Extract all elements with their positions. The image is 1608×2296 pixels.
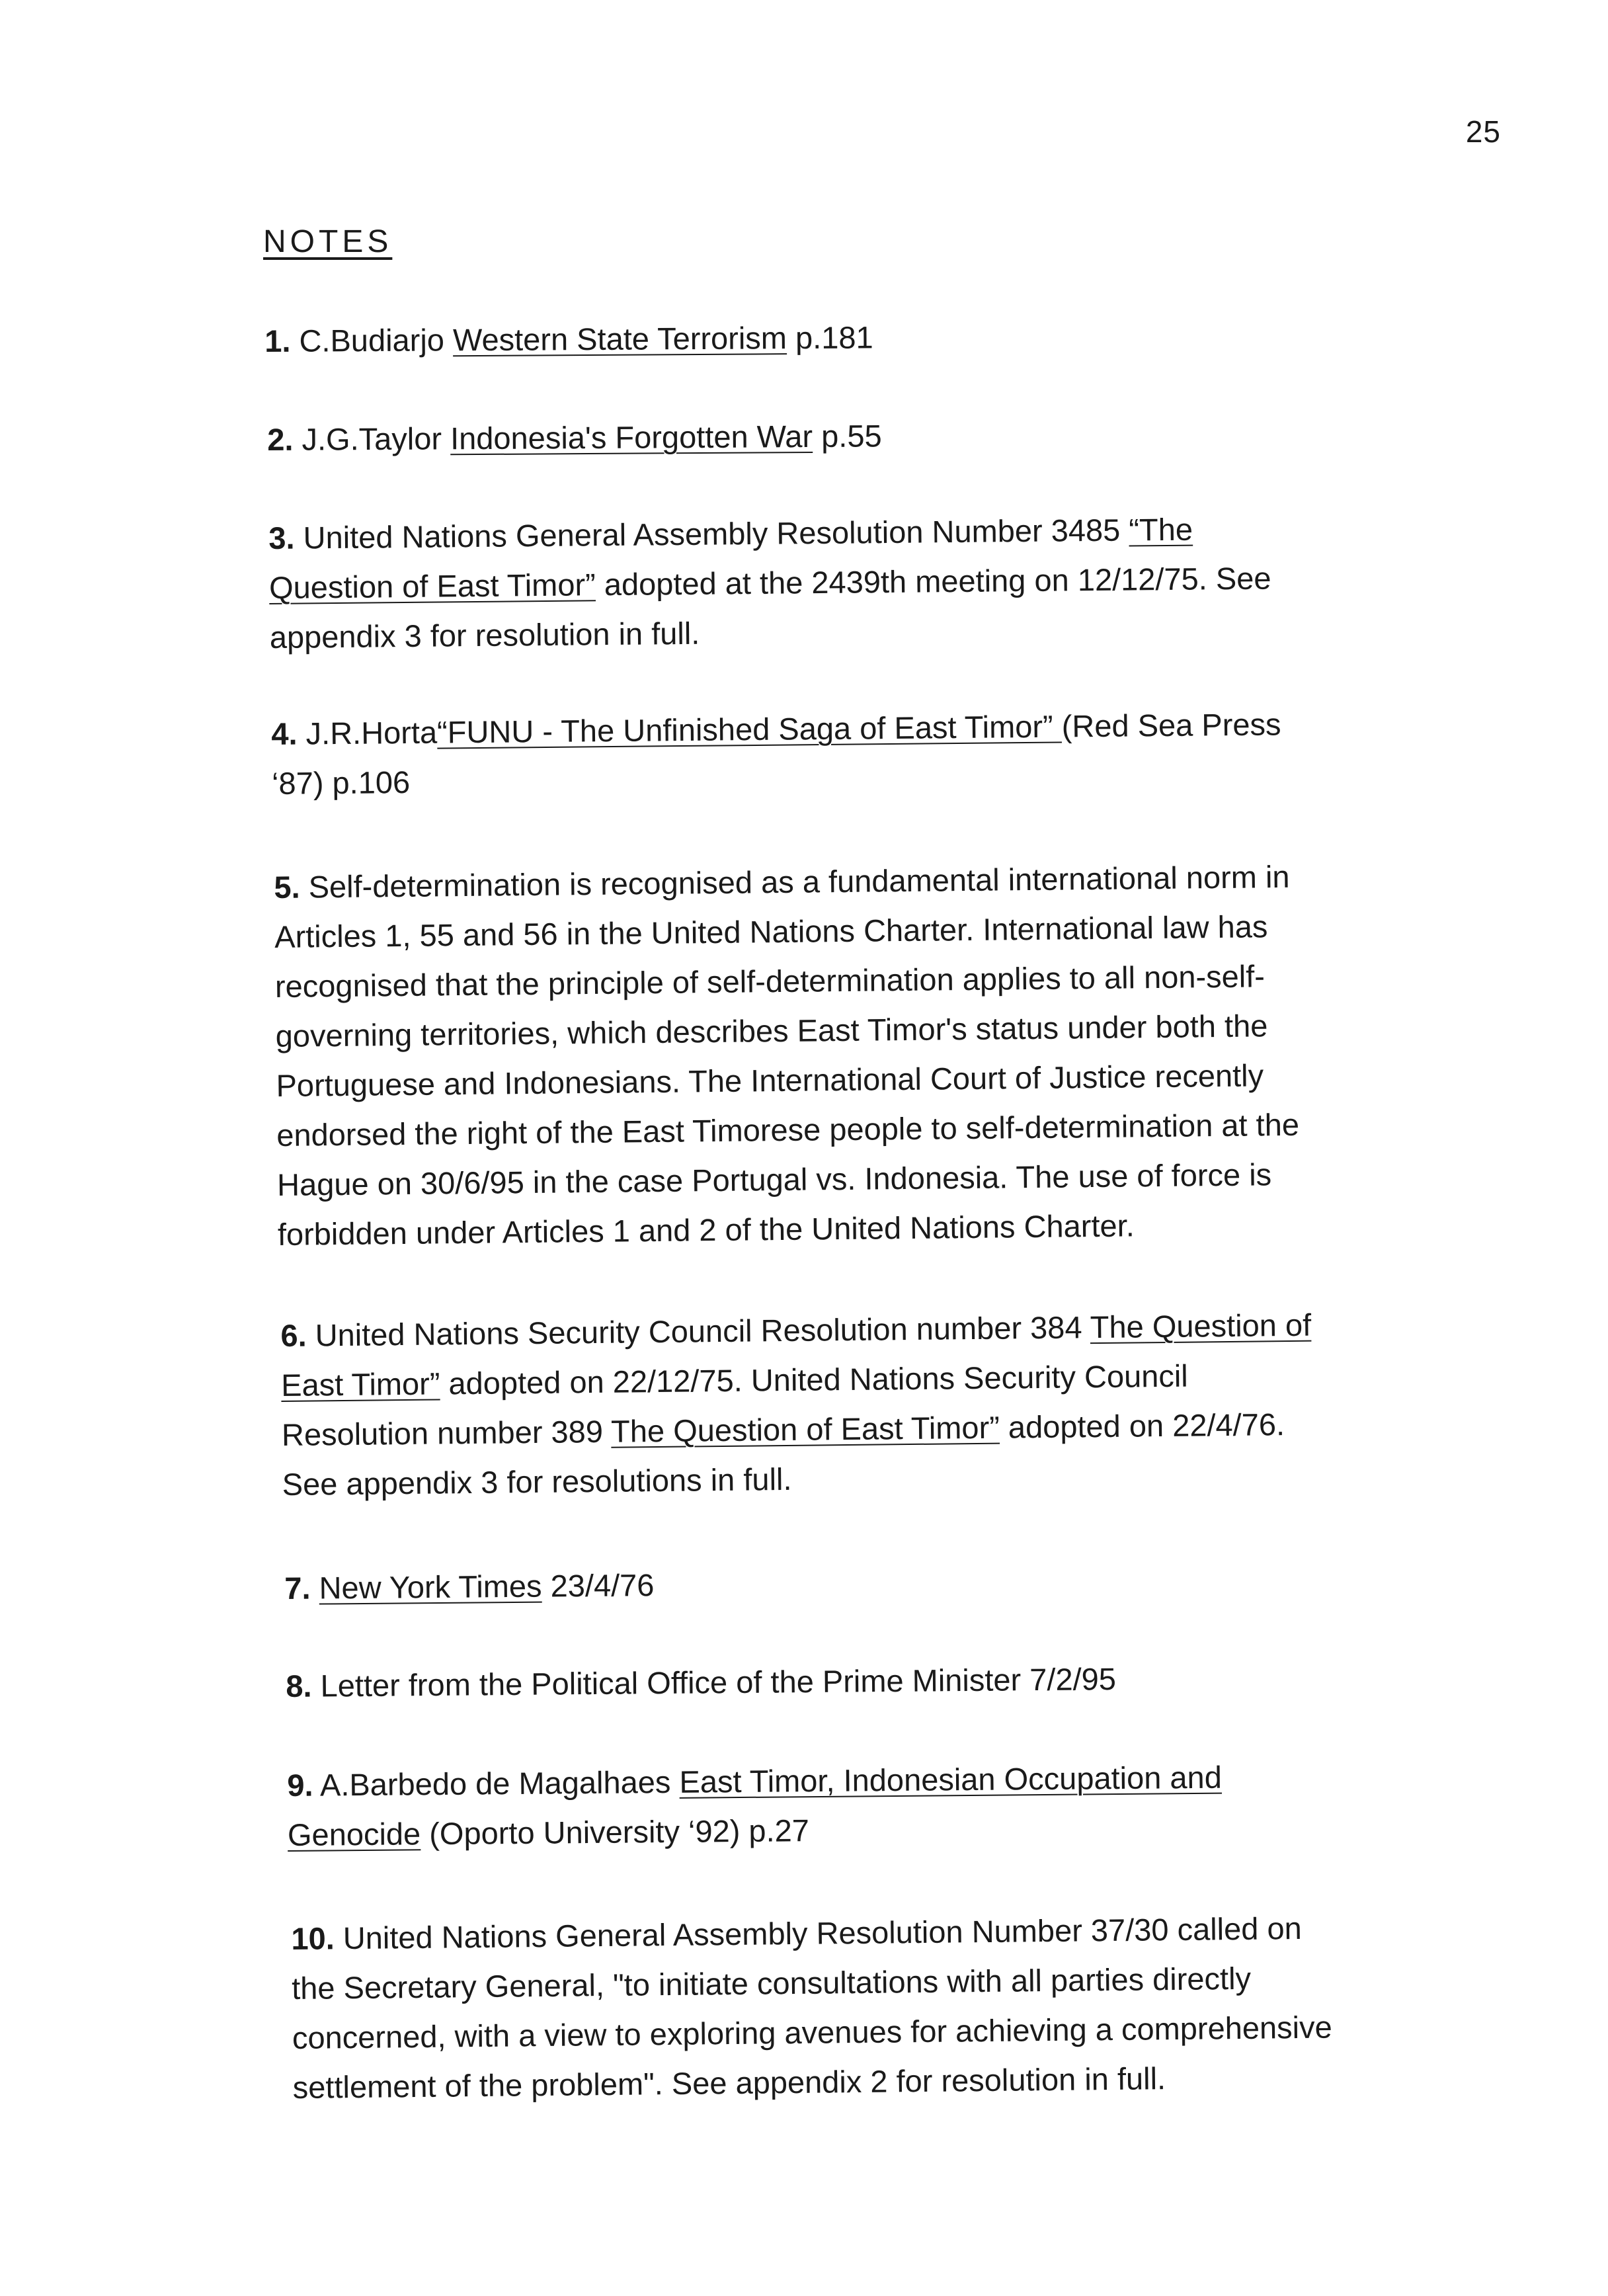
note-text: adopted at the 2439th meeting on 12/12/75. See: [595, 560, 1271, 602]
note-line: [288, 1802, 1223, 1860]
underlined-title: Genocide: [287, 1816, 421, 1852]
note-text: United Nations General Assembly Resolution Number 3485: [294, 512, 1129, 555]
note-number: 3.: [268, 520, 295, 555]
notes-heading: NOTES: [263, 224, 393, 259]
underlined-title: New York Times: [319, 1568, 542, 1606]
note-text: United Nations General Assembly Resolution Number 37/30 called on: [334, 1910, 1302, 1956]
note-text: appendix 3 for resolution in full.: [269, 615, 700, 655]
note-3: [268, 503, 1272, 662]
note-text: p.55: [812, 418, 882, 454]
note-text: Resolution number 389: [281, 1413, 612, 1452]
note-text: ‘87) p.106: [271, 764, 411, 801]
underlined-title: Western State Terrorism: [452, 320, 787, 358]
underlined-title: East Timor, Indonesian Occupation and: [679, 1759, 1223, 1799]
note-text: J.G.Taylor: [293, 421, 451, 457]
note-5: [274, 852, 1301, 1259]
note-line: [284, 1560, 655, 1613]
note-line: [292, 2052, 1332, 2112]
note-text: endorsed the right of the East Timorese people to self-determination at the: [276, 1106, 1300, 1153]
underlined-title: The Question of East Timor”: [610, 1409, 1000, 1449]
note-line: [269, 553, 1271, 612]
note-2: [267, 411, 882, 464]
note-text: 23/4/76: [542, 1567, 655, 1604]
note-number: 4.: [271, 716, 298, 751]
note-text: [310, 1571, 319, 1606]
note-text: governing territories, which describes East Timor's status under both the: [275, 1008, 1268, 1053]
note-line: [286, 1654, 1116, 1711]
underlined-title: The Question of: [1090, 1307, 1312, 1345]
underlined-title: Indonesia's Forgotten War: [450, 418, 813, 456]
note-text: Articles 1, 55 and 56 in the United Nations Charter. International law has: [274, 909, 1268, 954]
note-text: Self-determination is recognised as a fundamental international norm in: [300, 858, 1290, 905]
note-line: [277, 1199, 1300, 1259]
note-text: C.Budiarjo: [290, 322, 454, 358]
note-text: (Red Sea Press: [1061, 706, 1281, 744]
note-number: 1.: [264, 323, 291, 358]
note-8: [286, 1654, 1116, 1711]
note-number: 8.: [286, 1668, 312, 1703]
underlined-title: East Timor”: [280, 1366, 440, 1403]
note-text: concerned, with a view to exploring avenues for achieving a comprehensive: [292, 2009, 1332, 2055]
note-text: recognised that the principle of self-determination applies to all non-self-: [274, 958, 1266, 1004]
note-line: [287, 1752, 1222, 1810]
note-line: [268, 503, 1271, 563]
note-text: forbidden under Articles 1 and 2 of the United Nations Charter.: [277, 1208, 1135, 1252]
note-1: [264, 312, 873, 366]
note-6: [280, 1300, 1313, 1509]
note-text: Portuguese and Indonesians. The International Court of Justice recently: [276, 1057, 1264, 1103]
note-number: 2.: [267, 421, 294, 457]
note-text: Hague on 30/6/95 in the case Portugal vs. Indonesia. The use of force is: [276, 1157, 1272, 1202]
note-line: [267, 411, 882, 464]
note-text: (Oporto University ‘92) p.27: [420, 1813, 810, 1852]
page-number: 25: [1465, 114, 1501, 149]
note-text: the Secretary General, "to initiate consultations with all parties directly: [291, 1960, 1252, 2006]
underlined-title: “The: [1129, 511, 1193, 548]
note-line: [272, 749, 1282, 808]
note-9: [287, 1752, 1223, 1860]
note-text: p.181: [786, 319, 873, 356]
note-10: [291, 1903, 1333, 2112]
note-text: adopted on 22/4/76.: [999, 1407, 1285, 1445]
note-line: [269, 602, 1271, 662]
note-text: See appendix 3 for resolutions in full.: [282, 1461, 792, 1502]
note-number: 6.: [280, 1317, 307, 1353]
note-number: 5.: [274, 869, 300, 905]
note-text: settlement of the problem". See appendix 2 for resolution in full.: [292, 2061, 1166, 2105]
note-number: 10.: [291, 1920, 335, 1956]
underlined-title: “FUNU - The Unfinished Saga of East Timor”: [436, 708, 1062, 750]
note-text: United Nations Security Council Resolution number 384: [306, 1309, 1091, 1353]
note-line: [271, 699, 1281, 758]
note-line: [282, 1449, 1313, 1509]
note-number: 9.: [287, 1767, 313, 1803]
note-number: 7.: [284, 1570, 311, 1606]
note-4: [271, 699, 1282, 808]
underlined-title: Question of East Timor”: [268, 567, 596, 605]
note-text: Letter from the Political Office of the Prime Minister 7/2/95: [311, 1661, 1117, 1703]
note-line: [264, 312, 873, 366]
note-text: J.R.Horta: [297, 714, 438, 751]
note-text: adopted on 22/12/75. United Nations Security Council: [440, 1358, 1188, 1401]
note-7: [284, 1560, 655, 1613]
note-text: A.Barbedo de Magalhaes: [313, 1764, 680, 1803]
